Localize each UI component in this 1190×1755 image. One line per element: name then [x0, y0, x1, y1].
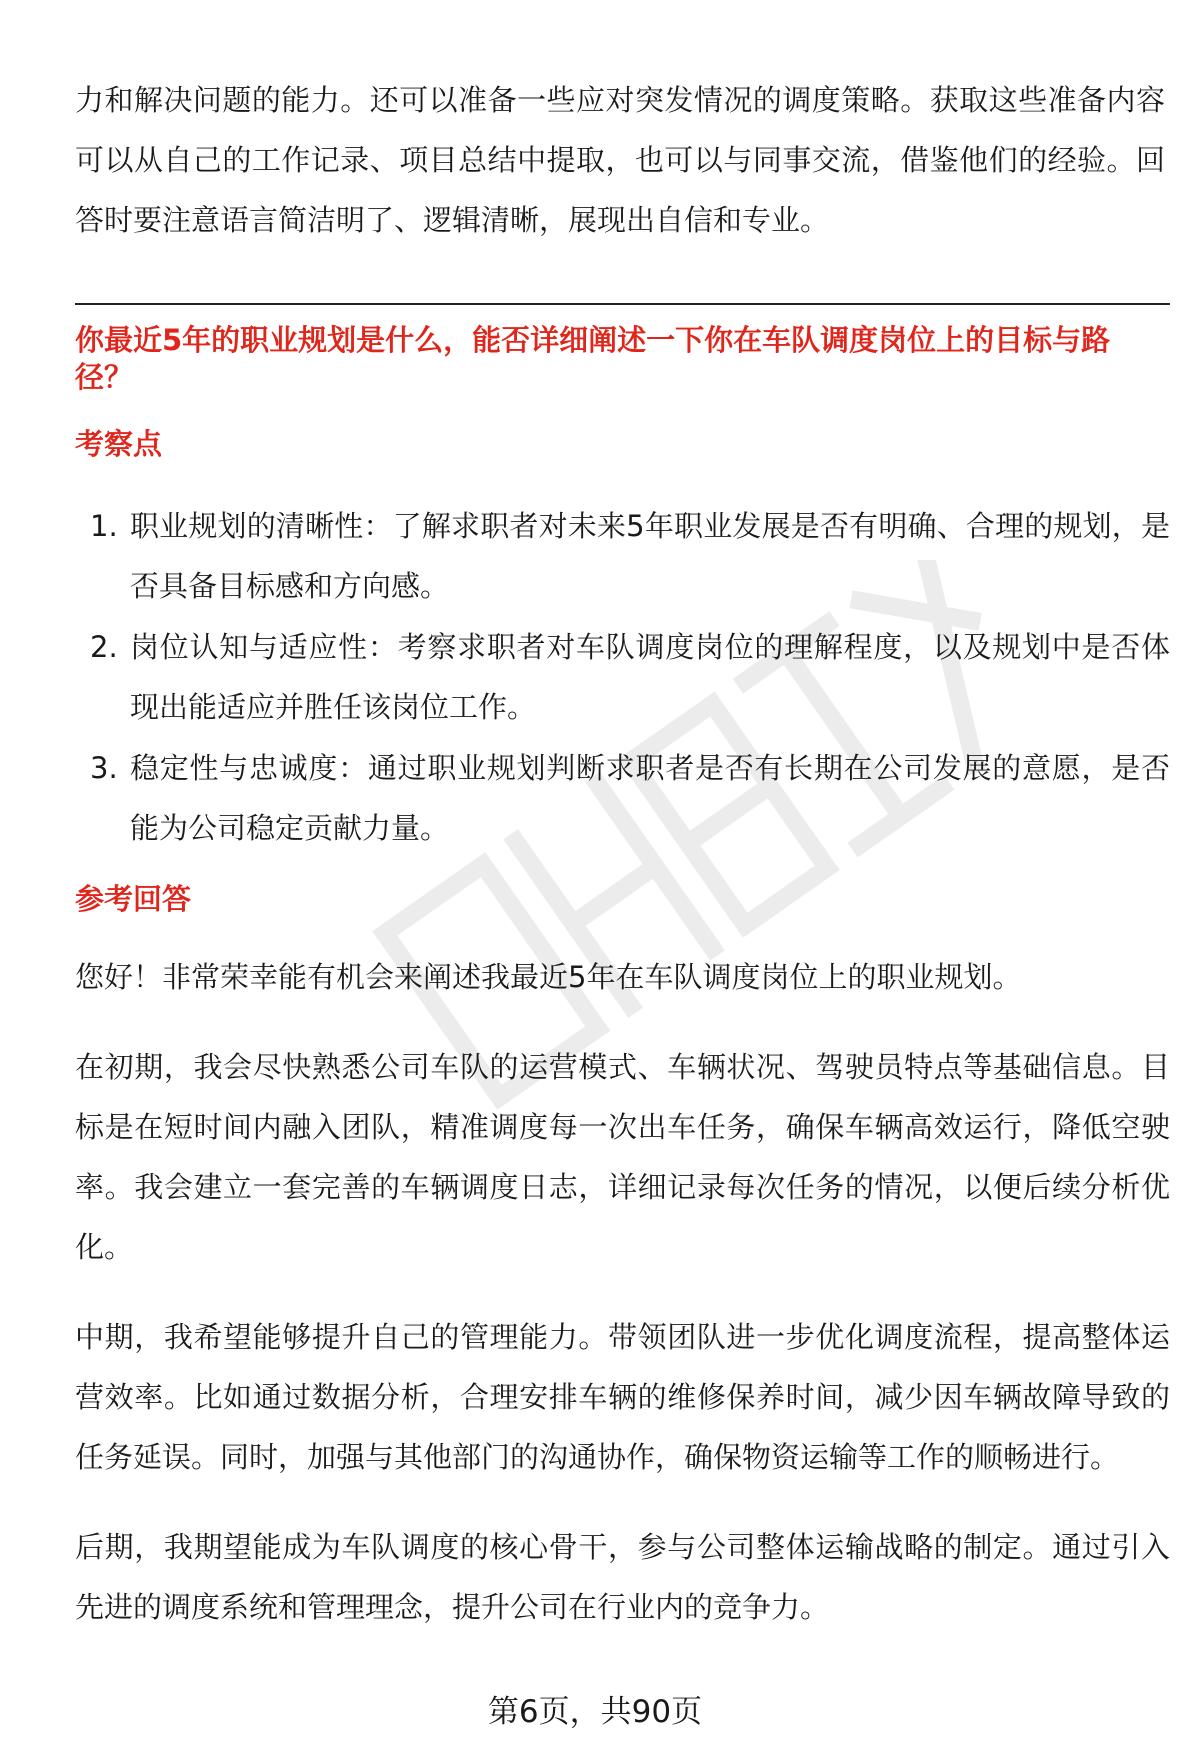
list-item-text: 职业规划的清晰性：了解求职者对未来5年职业发展是否有明确、合理的规划，是否具备目标感和方向感。 [130, 509, 1170, 603]
interview-question: 你最近5年的职业规划是什么，能否详细阐述一下你在车队调度岗位上的目标与路径？ [75, 323, 1111, 394]
document-page [75, 0, 1170, 1755]
list-item-number: 1. [90, 509, 118, 543]
list-item-number: 2. [90, 630, 118, 664]
answer-paragraph: 您好！非常荣幸能有机会来阐述我最近5年在车队调度岗位上的职业规划。 [75, 960, 1022, 994]
list-item [75, 738, 1170, 858]
answer-paragraph: 中期，我希望能够提升自己的管理能力。带领团队进一步优化调度流程，提高整体运营效率。比如通过数据分析，合理安排车辆的维修保养时间，减少因车辆故障导致的任务延误。同时，加强与其他部门的沟通协作，确保物资运输等工作的顺畅进行。 [75, 1320, 1170, 1474]
reference-answer-heading: 参考回答 [75, 882, 192, 916]
reference-answer-body [75, 947, 1170, 1667]
answer-paragraph: 后期，我期望能成为车队调度的核心骨干，参与公司整体运输战略的制定。通过引入先进的调度系统和管理理念，提升公司在行业内的竞争力。 [75, 1530, 1170, 1624]
page-number-footer: 第6页，共90页 [487, 1694, 703, 1730]
section-divider [75, 303, 1170, 305]
list-item-text: 岗位认知与适应性：考察求职者对车队调度岗位的理解程度，以及规划中是否体现出能适应并胜任该岗位工作。 [130, 630, 1170, 724]
assessment-points-heading: 考察点 [75, 427, 163, 461]
intro-paragraph: 力和解决问题的能力。还可以准备一些应对突发情况的调度策略。获取这些准备内容可以从自己的工作记录、项目总结中提取，也可以与同事交流，借鉴他们的经验。回答时要注意语言简洁明了、逻辑清晰，展现出自信和专业。 [75, 83, 1165, 237]
list-item-number: 3. [90, 751, 118, 785]
list-item [75, 617, 1170, 737]
answer-paragraph: 在初期，我会尽快熟悉公司车队的运营模式、车辆状况、驾驶员特点等基础信息。目标是在短时间内融入团队，精准调度每一次出车任务，确保车辆高效运行，降低空驶率。我会建立一套完善的车辆调度日志，详细记录每次任务的情况，以便后续分析优化。 [75, 1050, 1170, 1264]
list-item [75, 496, 1170, 616]
assessment-points-list [75, 496, 1170, 859]
intro-paragraph-block [75, 70, 1165, 250]
list-item-text: 稳定性与忠诚度：通过职业规划判断求职者是否有长期在公司发展的意愿，是否能为公司稳定贡献力量。 [130, 751, 1170, 845]
